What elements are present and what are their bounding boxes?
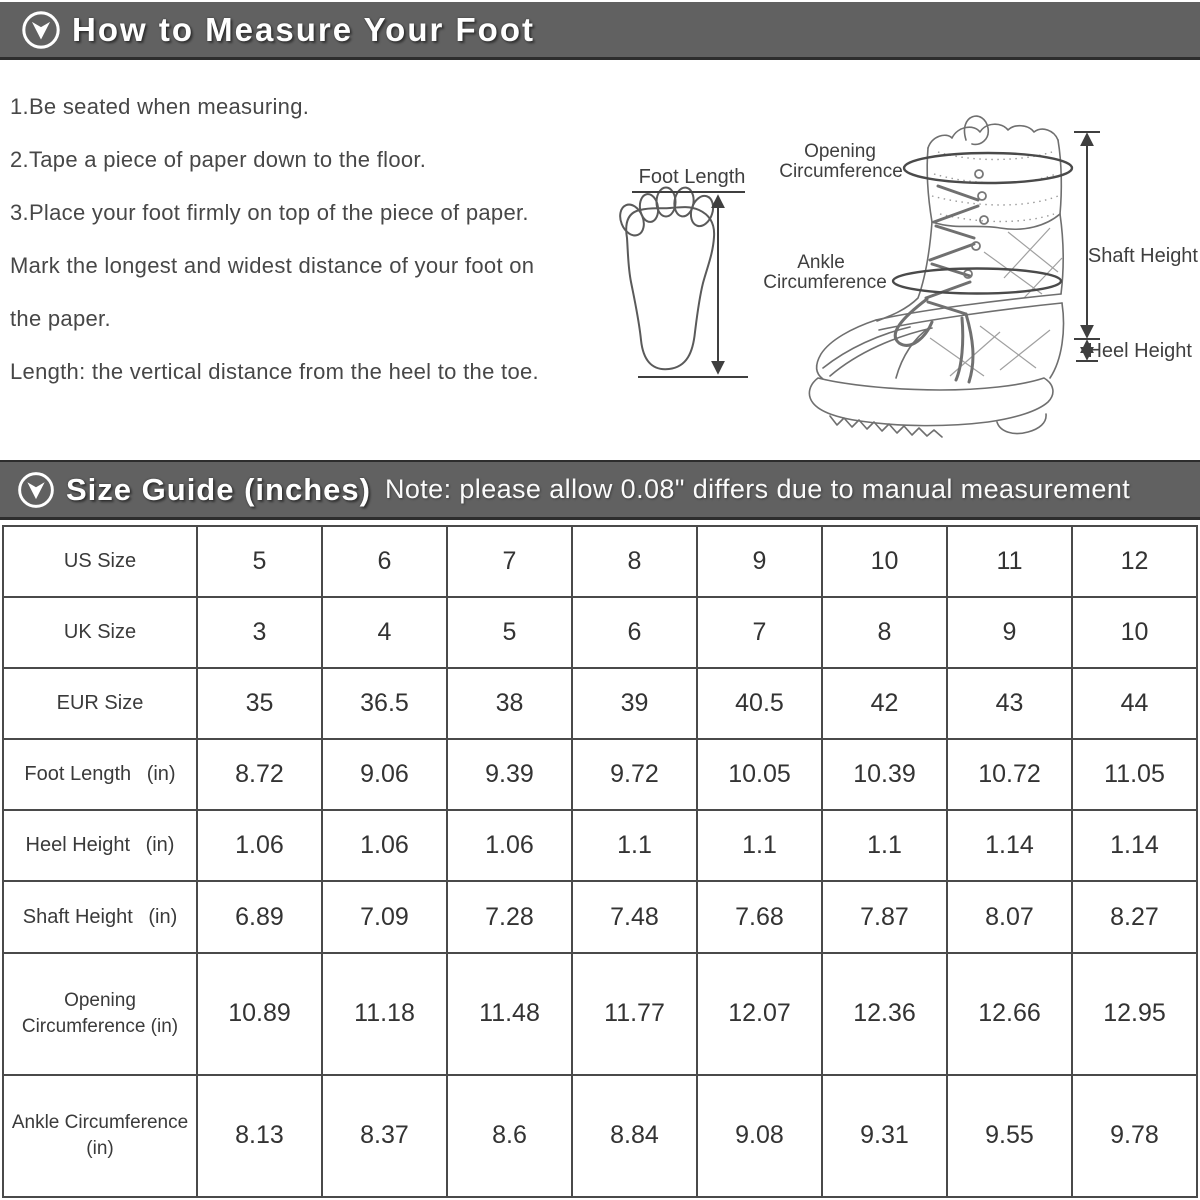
section-title-size-guide: Size Guide (inches): [66, 471, 371, 507]
shaft-height-label: Shaft Height: [1087, 245, 1198, 267]
down-arrow-circle-icon: [16, 470, 56, 510]
size-cell: 10: [822, 526, 947, 597]
section-title-measure: How to Measure Your Foot: [72, 10, 535, 48]
size-cell: 7.87: [822, 881, 947, 952]
size-cell: 8.84: [572, 1075, 697, 1197]
down-arrow-circle-icon: [20, 9, 62, 51]
size-cell: 1.06: [447, 810, 572, 881]
row-label: Ankle Circumference (in): [3, 1075, 197, 1197]
foot-length-dimension: [632, 166, 748, 377]
heel-height-dimension: [1076, 340, 1192, 362]
size-cell: 7: [447, 526, 572, 597]
size-cell: 9: [947, 597, 1072, 668]
size-cell: 9.78: [1072, 1075, 1197, 1197]
row-label: Opening Circumference (in): [3, 953, 197, 1075]
how-to-measure-header: [0, 2, 1200, 60]
size-cell: 7.68: [697, 881, 822, 952]
row-label: US Size: [3, 526, 197, 597]
table-row: [3, 953, 1197, 1075]
size-cell: 12.36: [822, 953, 947, 1075]
size-cell: 11.77: [572, 953, 697, 1075]
row-label: UK Size: [3, 597, 197, 668]
instruction-line: 1.Be seated when measuring.: [10, 94, 310, 119]
size-guide-header: [0, 460, 1200, 520]
size-cell: 6: [322, 526, 447, 597]
size-cell: 8.13: [197, 1075, 322, 1197]
opening-circumference-ellipse: [904, 153, 1072, 183]
table-row: [3, 810, 1197, 881]
size-cell: 12: [1072, 526, 1197, 597]
size-cell: 43: [947, 668, 1072, 739]
size-cell: 9.39: [447, 739, 572, 810]
size-cell: 10.72: [947, 739, 1072, 810]
size-cell: 7: [697, 597, 822, 668]
instruction-line: Mark the longest and widest distance of your foot on: [10, 253, 535, 278]
size-cell: 1.1: [697, 810, 822, 881]
row-label: EUR Size: [3, 668, 197, 739]
table-row: [3, 881, 1197, 952]
table-row: [3, 1075, 1197, 1197]
size-cell: 44: [1072, 668, 1197, 739]
size-cell: 9.08: [697, 1075, 822, 1197]
size-cell: 7.48: [572, 881, 697, 952]
table-row: [3, 597, 1197, 668]
size-cell: 10.05: [697, 739, 822, 810]
heel-height-label: Heel Height: [1087, 340, 1192, 362]
size-cell: 5: [447, 597, 572, 668]
size-cell: 42: [822, 668, 947, 739]
table-row: [3, 668, 1197, 739]
size-cell: 38: [447, 668, 572, 739]
instruction-line: the paper.: [10, 306, 111, 331]
table-row: [3, 739, 1197, 810]
ankle-circumference-label-line1: Ankle: [797, 252, 845, 273]
instruction-line: Length: the vertical distance from the heel to the toe.: [10, 359, 539, 384]
ankle-circumference-ellipse: [893, 269, 1061, 294]
size-cell: 5: [197, 526, 322, 597]
size-cell: 8.6: [447, 1075, 572, 1197]
size-cell: 6.89: [197, 881, 322, 952]
size-cell: 39: [572, 668, 697, 739]
ankle-circumference-label-line2: Circumference: [763, 272, 887, 293]
size-cell: 4: [322, 597, 447, 668]
row-label: Shaft Height (in): [3, 881, 197, 952]
size-table: [2, 525, 1198, 1198]
size-cell: 9.72: [572, 739, 697, 810]
table-row: [3, 526, 1197, 597]
size-cell: 9.06: [322, 739, 447, 810]
size-cell: 12.95: [1072, 953, 1197, 1075]
size-cell: 8: [822, 597, 947, 668]
size-cell: 3: [197, 597, 322, 668]
shaft-height-dimension: [1074, 132, 1198, 339]
size-cell: 1.14: [1072, 810, 1197, 881]
size-cell: 7.28: [447, 881, 572, 952]
size-cell: 12.66: [947, 953, 1072, 1075]
size-cell: 1.06: [197, 810, 322, 881]
size-cell: 11.18: [322, 953, 447, 1075]
size-cell: 8.27: [1072, 881, 1197, 952]
size-cell: 9: [697, 526, 822, 597]
size-cell: 1.1: [572, 810, 697, 881]
boot-eyelets: [964, 170, 988, 278]
size-cell: 1.14: [947, 810, 1072, 881]
size-cell: 1.06: [322, 810, 447, 881]
size-cell: 1.1: [822, 810, 947, 881]
size-cell: 8.37: [322, 1075, 447, 1197]
size-cell: 12.07: [697, 953, 822, 1075]
size-cell: 7.09: [322, 881, 447, 952]
size-cell: 10.89: [197, 953, 322, 1075]
instruction-line: 3.Place your foot firmly on top of the piece of paper.: [10, 200, 529, 225]
size-cell: 10.39: [822, 739, 947, 810]
boot-laces: [895, 186, 978, 382]
size-cell: 9.31: [822, 1075, 947, 1197]
size-cell: 10: [1072, 597, 1197, 668]
size-cell: 11.05: [1072, 739, 1197, 810]
size-cell: 9.55: [947, 1075, 1072, 1197]
size-cell: 8.07: [947, 881, 1072, 952]
size-cell: 8: [572, 526, 697, 597]
size-cell: 11.48: [447, 953, 572, 1075]
instruction-line: 2.Tape a piece of paper down to the floor.: [10, 147, 427, 172]
size-cell: 36.5: [322, 668, 447, 739]
row-label: Heel Height (in): [3, 810, 197, 881]
size-cell: 40.5: [697, 668, 822, 739]
measurement-diagram: [580, 80, 1200, 440]
measurement-tolerance-note: Note: please allow 0.08" differs due to manual measurement: [384, 474, 1131, 504]
size-cell: 11: [947, 526, 1072, 597]
measuring-instructions: [10, 96, 610, 414]
size-cell: 35: [197, 668, 322, 739]
opening-circumference-label-line1: Opening: [804, 141, 876, 162]
foot-outline-drawing: [616, 186, 717, 369]
size-cell: 6: [572, 597, 697, 668]
size-cell: 8.72: [197, 739, 322, 810]
foot-length-label: Foot Length: [638, 166, 746, 188]
opening-circumference-label-line2: Circumference: [779, 161, 903, 182]
row-label: Foot Length (in): [3, 739, 197, 810]
